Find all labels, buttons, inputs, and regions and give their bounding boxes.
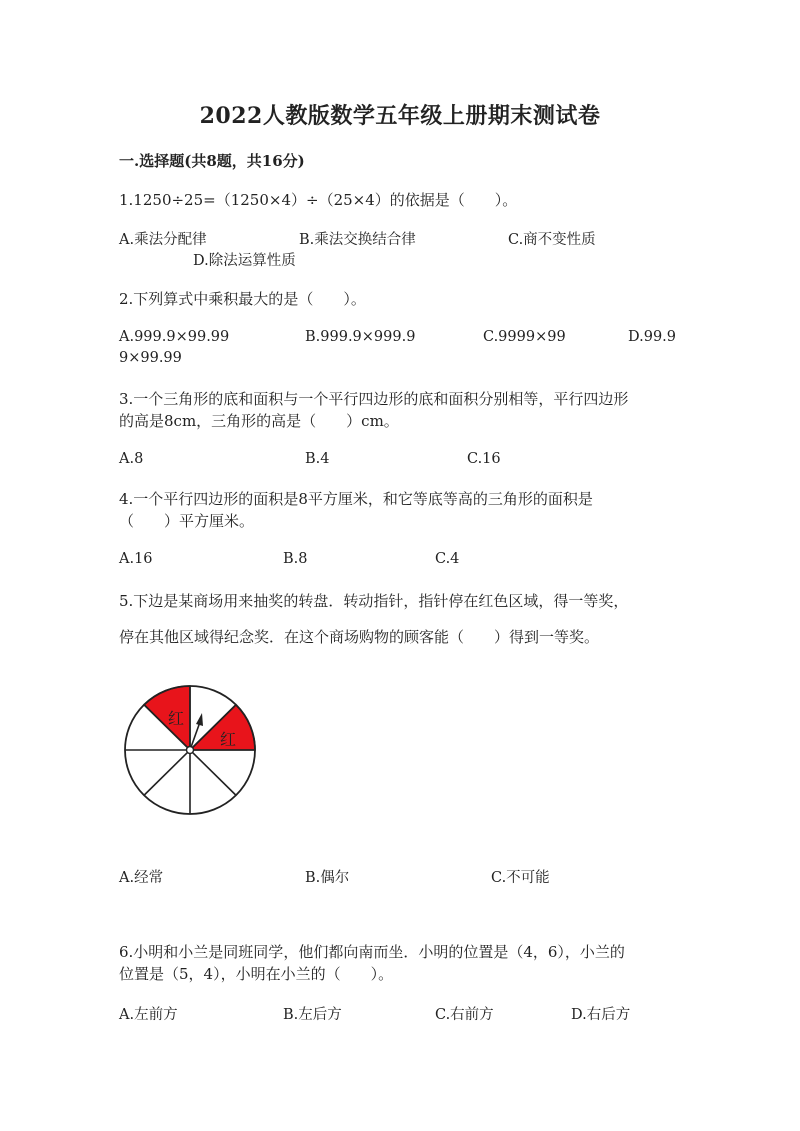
q5-option-a: A.经常 bbox=[119, 870, 164, 886]
section-heading: 一.选择题(共8题，共16分) bbox=[119, 152, 305, 170]
q2-option-a: A.999.9×99.99 bbox=[119, 329, 230, 345]
question-4-stem-line-2: （ ）平方厘米。 bbox=[119, 512, 255, 530]
q1-option-a: A.乘法分配律 bbox=[119, 232, 207, 248]
red-label-right: 红 bbox=[220, 730, 237, 749]
q6-option-c: C.右前方 bbox=[435, 1007, 494, 1023]
q2-option-c: C.9999×99 bbox=[483, 329, 566, 345]
question-4-stem-line-1: 4.一个平行四边形的面积是8平方厘米，和它等底等高的三角形的面积是 bbox=[119, 490, 593, 508]
question-2-stem: 2.下列算式中乘积最大的是（ ）。 bbox=[119, 290, 366, 308]
q5-option-b: B.偶尔 bbox=[305, 870, 350, 886]
page-title: 2022人教版数学五年级上册期末测试卷 bbox=[199, 103, 601, 129]
q1-option-b: B.乘法交换结合律 bbox=[299, 232, 416, 248]
question-5-stem-line-1: 5.下边是某商场用来抽奖的转盘．转动指针，指针停在红色区域，得一等奖， bbox=[119, 592, 629, 610]
q4-option-c: C.4 bbox=[435, 551, 460, 567]
question-3-stem-line-2: 的高是8cm，三角形的高是（ ）cm。 bbox=[119, 412, 399, 430]
q2-option-b: B.999.9×999.9 bbox=[305, 329, 416, 345]
q1-option-d: D.除法运算性质 bbox=[193, 253, 296, 269]
q6-option-a: A.左前方 bbox=[119, 1007, 178, 1023]
q2-option-d-continued: 9×99.99 bbox=[119, 350, 182, 366]
q3-option-a: A.8 bbox=[119, 451, 144, 467]
q6-option-b: B.左后方 bbox=[283, 1007, 342, 1023]
question-5-stem-line-2: 停在其他区域得纪念奖．在这个商场购物的顾客能（ ）得到一等奖。 bbox=[119, 628, 600, 646]
question-6-stem-line-1: 6.小明和小兰是同班同学，他们都向南而坐．小明的位置是（4，6），小兰的 bbox=[119, 943, 625, 961]
q3-option-c: C.16 bbox=[467, 451, 501, 467]
lottery-spinner-figure bbox=[120, 680, 264, 820]
question-1-stem: 1.1250÷25=（1250×4）÷（25×4）的依据是（ ）。 bbox=[119, 191, 518, 209]
q6-option-d: D.右后方 bbox=[571, 1007, 631, 1023]
spinner-center-pin bbox=[187, 747, 194, 754]
q2-option-d: D.99.9 bbox=[628, 329, 677, 345]
q1-option-c: C.商不变性质 bbox=[508, 232, 596, 248]
q4-option-b: B.8 bbox=[283, 551, 308, 567]
q4-option-a: A.16 bbox=[119, 551, 153, 567]
q3-option-b: B.4 bbox=[305, 451, 330, 467]
q5-option-c: C.不可能 bbox=[491, 870, 550, 886]
red-label-left: 红 bbox=[168, 709, 185, 728]
question-6-stem-line-2: 位置是（5，4），小明在小兰的（ ）。 bbox=[119, 965, 394, 983]
question-3-stem-line-1: 3.一个三角形的底和面积与一个平行四边形的底和面积分别相等，平行四边形 bbox=[119, 390, 629, 408]
